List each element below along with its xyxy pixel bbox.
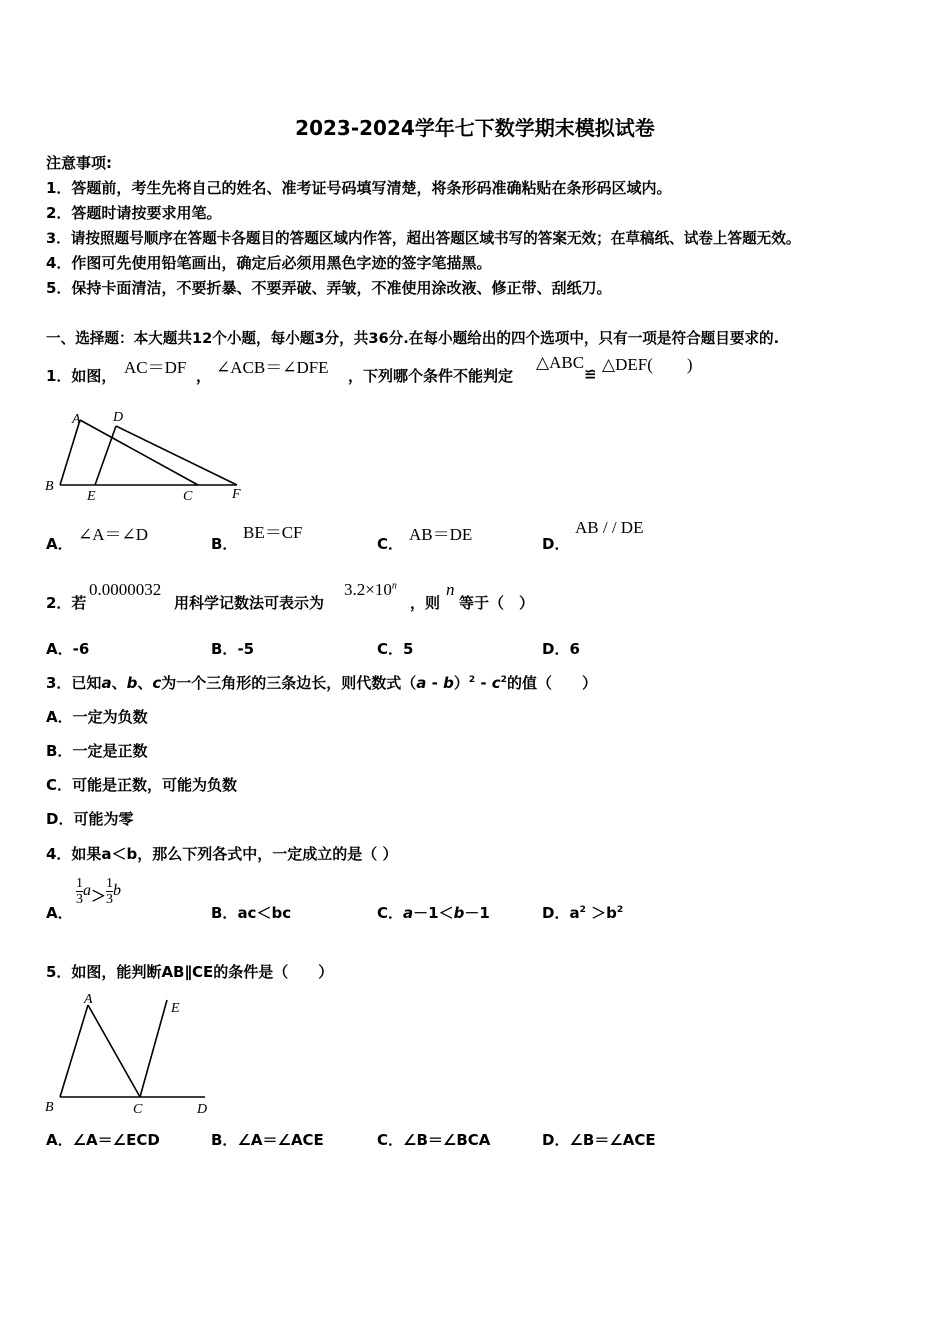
q5-stem: 5．如图，能判断AB∥CE的条件是（ ）: [46, 963, 334, 981]
q2-sci: $3.2\times 10^n$: [344, 580, 397, 599]
q4-option-a-letter: A．: [46, 904, 73, 922]
notice-item: 4．作图可先使用铅笔画出，确定后必须用黑色字迹的签字笔描黑。: [46, 254, 492, 272]
q1-label-e: E: [87, 489, 96, 504]
q1-figure: [40, 405, 255, 505]
q1-option-a: ∠A＝∠D: [78, 525, 149, 544]
q4-stem: 4．如果a＜b，那么下列各式中，一定成立的是（ ）: [46, 845, 398, 863]
section-header: 一、选择题：本大题共12个小题，每小题3分，共36分.在每小题给出的四个选项中，只有一项是符合题目要求的.: [46, 330, 780, 347]
q3-option-d: D．可能为零: [46, 810, 134, 828]
q4-frac2: $\frac{1}{3}$: [106, 876, 114, 907]
q5-option-d: D．∠B＝∠ACE: [542, 1131, 656, 1149]
q1-option-b-letter: B．: [211, 535, 238, 553]
q1-label-d: D: [113, 410, 124, 425]
q3-option-a: A．一定为负数: [46, 708, 148, 726]
q4-option-a: $\frac{1}{3}$ a＞ $\frac{1}{3}$ b: [76, 876, 122, 907]
q1-cond2: ∠ACB＝∠DFE: [216, 358, 329, 377]
q5-label-b: B: [45, 1100, 54, 1115]
q1-prefix: 1．如图，: [46, 367, 117, 385]
q2-option-a: A．-6: [46, 640, 90, 658]
q1-cong: ≌: [584, 365, 597, 383]
q1-question: ，下列哪个条件不能判定: [348, 367, 514, 385]
q1-label-c: C: [183, 489, 193, 504]
q1-label-f: F: [232, 487, 241, 502]
q5-option-b: B．∠A＝∠ACE: [211, 1131, 324, 1149]
q2-option-d: D．6: [542, 640, 580, 658]
q2-option-c: C．5: [377, 640, 414, 658]
notice-item: 5．保持卡面清洁，不要折暴、不要弄破、弄皱，不准使用涂改液、修正带、刮纸刀。: [46, 279, 612, 297]
notice-item: 2．答题时请按要求用笔。: [46, 204, 222, 222]
q5-label-d: D: [197, 1102, 208, 1117]
q1-label-a: A: [72, 412, 81, 427]
q5-label-e: E: [171, 1001, 180, 1016]
notice-item: 3．请按照题号顺序在答题卡各题目的答题区域内作答，超出答题区域书写的答案无效；在草稿纸、试卷上答题无效。: [46, 230, 801, 247]
q2-option-b: B．-5: [211, 640, 255, 658]
q2-number: 0.0000032: [89, 580, 162, 599]
q2-mid2: ，则: [410, 594, 441, 612]
q1-option-d: AB / / DE: [575, 518, 644, 537]
notice-item: 1．答题前，考生先将自己的姓名、准考证号码填写清楚，将条形码准确粘贴在条形码区域内。: [46, 179, 672, 197]
q3-option-c: C．可能是正数，可能为负数: [46, 776, 238, 794]
q1-tri1: △ABC: [536, 353, 585, 372]
page-title: 2023-2024学年七下数学期末模拟试卷: [295, 116, 655, 140]
q4-option-c: C．a－1＜b－1: [377, 904, 490, 922]
q2-var: n: [446, 580, 455, 599]
q1-label-b: B: [45, 479, 54, 494]
q4-frac1: $\frac{1}{3}$: [76, 876, 83, 907]
q5-option-a: A．∠A＝∠ECD: [46, 1131, 160, 1149]
q4-option-b: B．ac＜bc: [211, 904, 292, 922]
q5-label-a: A: [84, 992, 93, 1007]
q3-option-b: B．一定是正数: [46, 742, 148, 760]
notice-heading: 注意事项:: [46, 154, 112, 172]
q2-mid: 用科学记数法可表示为: [174, 594, 325, 612]
q1-option-d-letter: D．: [542, 535, 570, 553]
q2-prefix: 2．若: [46, 594, 87, 612]
q1-option-c: AB＝DE: [409, 525, 473, 544]
q3-stem: 3．已知a、b、c为一个三角形的三条边长，则代数式$(a - b)^2 - c^2$的值（ ）: [46, 674, 597, 692]
q1-cond1: AC＝DF: [124, 358, 187, 377]
q1-tri2: △DEF( ): [602, 355, 693, 374]
q5-option-c: C．∠B＝∠BCA: [377, 1131, 491, 1149]
q5-figure: [40, 985, 220, 1120]
q1-option-a-letter: A．: [46, 535, 73, 553]
q2-tail: 等于（ ）: [459, 594, 535, 612]
q1-comma: ，: [196, 367, 212, 385]
q4-option-d: D．$a^2 >b^2$: [542, 904, 624, 922]
q5-label-c: C: [133, 1102, 143, 1117]
q1-option-b: BE＝CF: [243, 523, 303, 542]
q1-option-c-letter: C．: [377, 535, 404, 553]
